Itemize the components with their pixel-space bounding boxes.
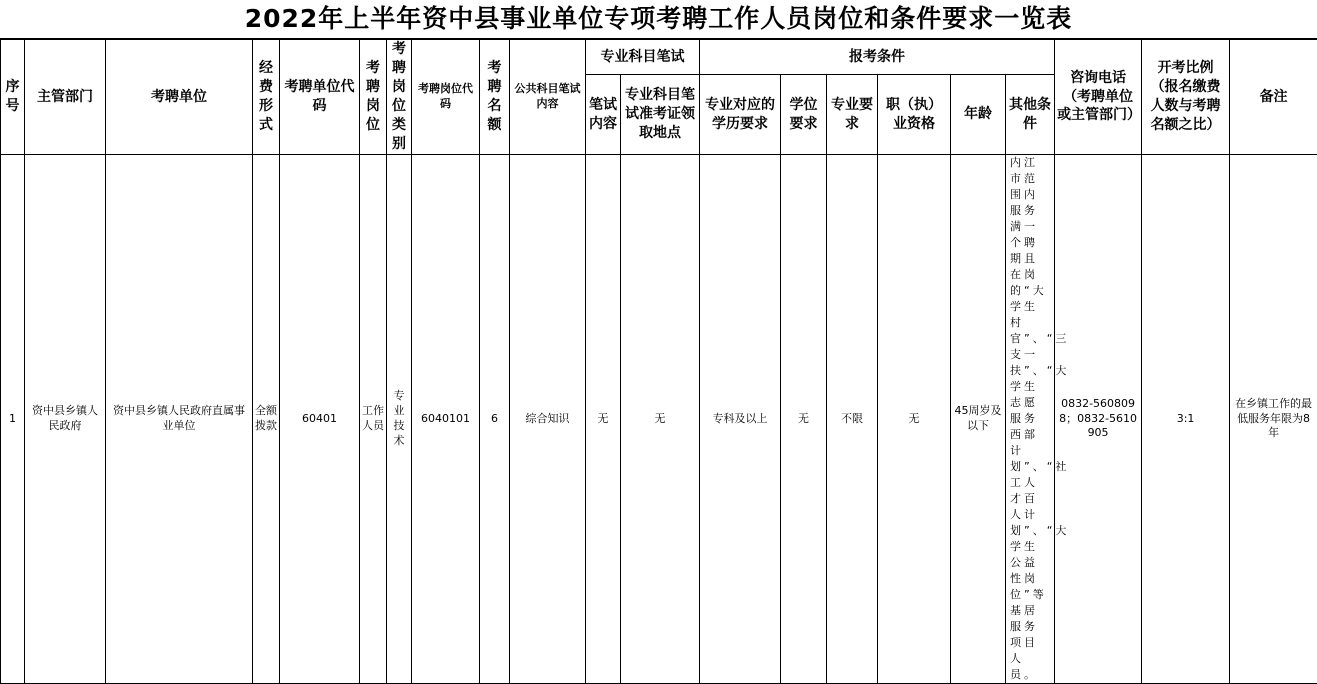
cell-dept: 资中县乡镇人民政府 [25, 155, 106, 684]
cell-remark: 在乡镇工作的最低服务年限为8年 [1230, 155, 1317, 684]
header-prof-exam-ticket: 专业科目笔试准考证领取地点 [621, 75, 700, 155]
cell-ratio: 3:1 [1142, 155, 1230, 684]
header-qualification: 职（执）业资格 [878, 75, 951, 155]
positions-table [0, 39, 1317, 684]
header-phone: 咨询电话（考聘单位或主管部门） [1055, 40, 1142, 155]
cell-education: 专科及以上 [700, 155, 781, 684]
header-public-exam: 公共科目笔试内容 [510, 40, 586, 155]
cell-major: 不限 [827, 155, 878, 684]
header-dept: 主管部门 [25, 40, 106, 155]
cell-unit: 资中县乡镇人民政府直属事业单位 [106, 155, 253, 684]
cell-qualification: 无 [878, 155, 951, 684]
cell-degree: 无 [781, 155, 827, 684]
header-prof-exam: 专业科目笔试 [586, 40, 700, 75]
cell-prof-exam-ticket: 无 [621, 155, 700, 684]
header-ratio: 开考比例（报名缴费人数与考聘名额之比） [1142, 40, 1230, 155]
header-education: 专业对应的学历要求 [700, 75, 781, 155]
header-age: 年龄 [951, 75, 1006, 155]
header-unit-code: 考聘单位代码 [280, 40, 360, 155]
header-row [1, 40, 1317, 75]
cell-prof-exam-content: 无 [586, 155, 621, 684]
header-remark: 备注 [1230, 40, 1317, 155]
header-major: 专业要求 [827, 75, 878, 155]
cell-post-code: 6040101 [412, 155, 480, 684]
header-funding: 经费形式 [253, 40, 280, 155]
header-other: 其他条件 [1006, 75, 1055, 155]
cell-public-exam: 综合知识 [510, 155, 586, 684]
cell-seq: 1 [1, 155, 25, 684]
cell-age: 45周岁及以下 [951, 155, 1006, 684]
header-post-code: 考聘岗位代码 [412, 40, 480, 155]
header-post: 考聘岗位 [360, 40, 387, 155]
header-unit: 考聘单位 [106, 40, 253, 155]
cell-post-type: 专业技术 [387, 155, 412, 684]
cell-unit-code: 60401 [280, 155, 360, 684]
cell-quota: 6 [480, 155, 510, 684]
header-seq: 序号 [1, 40, 25, 155]
cell-post: 工作人员 [360, 155, 387, 684]
header-conditions: 报考条件 [700, 40, 1055, 75]
header-post-type: 考聘岗位类别 [387, 40, 412, 155]
page-title: 2022年上半年资中县事业单位专项考聘工作人员岗位和条件要求一览表 [0, 0, 1317, 39]
cell-other: 内江市范围内服务满一个聘期且在岗的“大学生村官”、“三支一扶”、“大学生志愿服务西部计划”、“社工人才百人计划”、“大学生公益性岗位”等基居服务项目人员。 [1006, 155, 1055, 684]
header-quota: 考聘名额 [480, 40, 510, 155]
table-row [1, 155, 1317, 684]
header-prof-exam-content: 笔试内容 [586, 75, 621, 155]
cell-phone: 0832-5608098；0832-5610905 [1055, 155, 1142, 684]
header-degree: 学位要求 [781, 75, 827, 155]
cell-funding: 全额拨款 [253, 155, 280, 684]
